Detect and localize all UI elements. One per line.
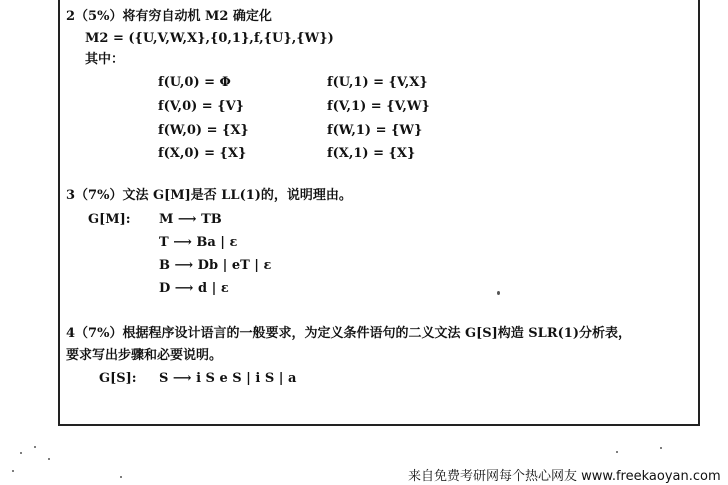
footer-watermark: 来自免费考研网每个热心网友 www.freekaoyan.com [408,469,721,484]
q3-title: 3（7%）文法 G[M]是否 LL(1)的，说明理由。 [66,188,352,203]
q2-title: 2（5%）将有穷自动机 M2 确定化 [66,9,272,24]
q3-rule-3: B ⟶ Db | eT | ε [159,258,272,273]
q4-title-line-2: 要求写出步骤和必要说明。 [66,348,223,363]
scan-speck [34,446,36,448]
q2-transition-right-4: f(X,1) = {X} [327,146,416,161]
q2-transition-left-1: f(U,0) = Φ [158,75,231,90]
q2-transition-left-4: f(X,0) = {X} [158,146,247,161]
scan-speck [660,447,662,449]
q4-grammar-label: G[S]: [99,371,137,386]
scan-speck [20,452,22,454]
q2-transition-left-3: f(W,0) = {X} [158,123,249,138]
q4-title-line-1: 4（7%）根据程序设计语言的一般要求，为定义条件语句的二义文法 G[S]构造 SLR(1)分析表， [66,326,631,341]
q2-where-label: 其中： [85,52,125,67]
q3-rule-2: T ⟶ Ba | ε [159,235,238,250]
q2-transition-right-1: f(U,1) = {V,X} [327,75,428,90]
q2-definition: M2 = ({U,V,W,X},{0,1},f,{U},{W}) [85,31,334,46]
q3-rule-4: D ⟶ d | ε [159,281,229,296]
q4-rule: S ⟶ i S e S | i S | a [159,371,297,386]
q2-transition-right-3: f(W,1) = {W} [327,123,423,138]
q3-grammar-label: G[M]: [88,212,131,227]
scan-speck [616,451,618,453]
q3-rule-1: M ⟶ TB [159,212,222,227]
scan-speck [48,458,50,460]
q2-transition-left-2: f(V,0) = {V} [158,99,245,114]
scan-speck [497,291,500,295]
scan-speck [12,470,14,472]
q2-transition-right-2: f(V,1) = {V,W} [327,99,430,114]
scan-speck [120,476,122,478]
